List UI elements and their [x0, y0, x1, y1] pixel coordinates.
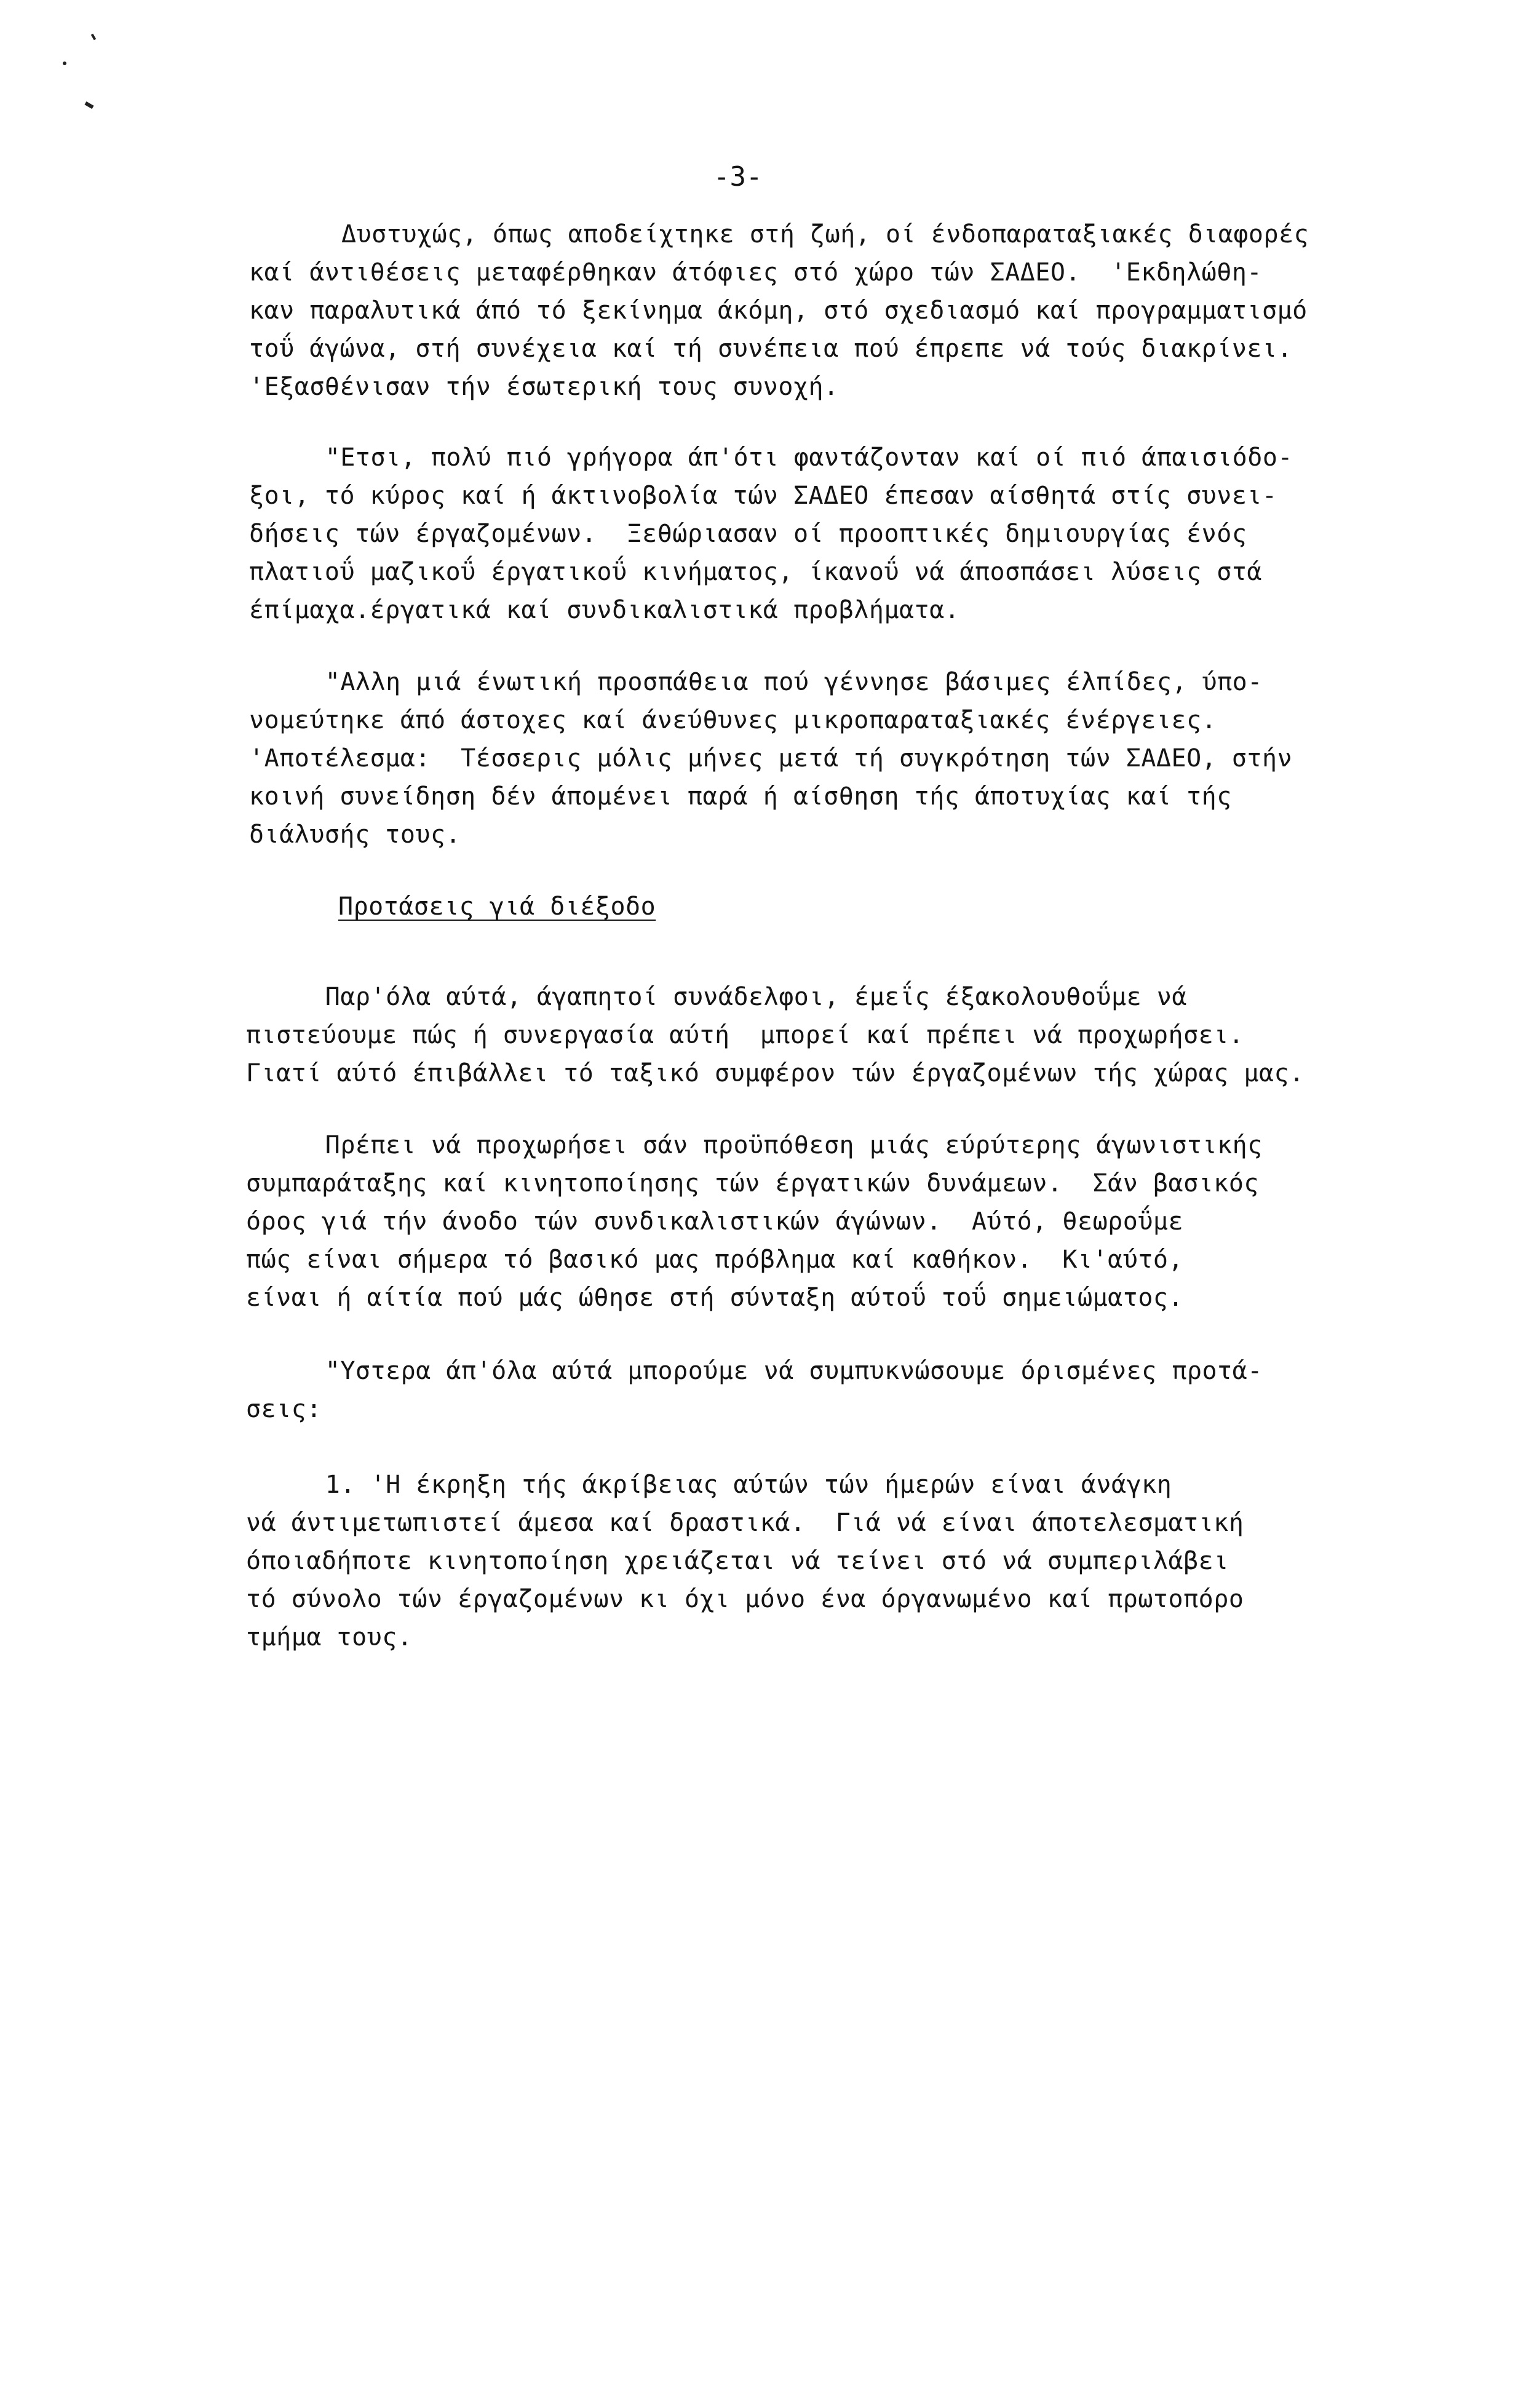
scan-mark: [91, 34, 96, 41]
text-line: δήσεις τών έργαζομένων. Ξεθώριασαν οί προοπτικές δημιουργίας ένός: [249, 520, 1247, 548]
text-line: πιστεύουμε πώς ή συνεργασία αύτή μπορεί καί πρέπει νά προχωρήσει.: [246, 1021, 1244, 1049]
text-line: είναι ή αίτία πού μάς ώθησε στή σύνταξη αύτοΰ τοΰ σημειώματος.: [246, 1284, 1184, 1312]
text-line: κοινή συνείδηση δέν άπομένει παρά ή αίσθηση τής άποτυχίας καί τής: [249, 782, 1232, 811]
text-line: όποιαδήποτε κινητοποίηση χρειάζεται νά τείνει στό νά συμπεριλάβει: [246, 1547, 1229, 1575]
text-line: νά άντιμετωπιστεί άμεσα καί δραστικά. Γιά νά είναι άποτελεσματική: [246, 1509, 1244, 1537]
text-line: ξοι, τό κύρος καί ή άκτινοβολία τών ΣΑΔΕΟ έπεσαν αίσθητά στίς συνει-: [249, 482, 1277, 510]
text-line: "Υστερα άπ'όλα αύτά μπορούμε νά συμπυκνώσουμε όρισμένες προτά-: [280, 1357, 1263, 1385]
text-line: τμήμα τους.: [246, 1623, 413, 1651]
page-number: -3-: [713, 161, 763, 193]
text-line: τό σύνολο τών έργαζομένων κι όχι μόνο ένα όργανωμένο καί πρωτοπόρο: [246, 1585, 1244, 1613]
text-line: "Ετσι, πολύ πιό γρήγορα άπ'ότι φαντάζονταν καί οί πιό άπαισιόδο-: [280, 443, 1293, 472]
text-line: Δυστυχώς, όπως αποδείχτηκε στή ζωή, οί ένδοπαραταξιακές διαφορές: [341, 220, 1309, 248]
text-line: πώς είναι σήμερα τό βασικό μας πρόβλημα καί καθήκον. Κι'αύτό,: [246, 1246, 1184, 1274]
scan-mark: [63, 62, 66, 65]
text-line: 'Αποτέλεσμα: Τέσσερις μόλις μήνες μετά τή συγκρότηση τών ΣΑΔΕΟ, στήν: [249, 744, 1293, 773]
scan-mark: [84, 101, 93, 109]
text-line: έπίμαχα.έργατικά καί συνδικαλιστικά προβλήματα.: [249, 596, 960, 624]
text-line: όρος γιά τήν άνοδο τών συνδικαλιστικών άγώνων. Αύτό, θεωροΰμε: [246, 1207, 1184, 1236]
text-line: Γιατί αύτό έπιβάλλει τό ταξικό συμφέρον τών έργαζομένων τής χώρας μας.: [246, 1059, 1305, 1087]
text-line: Πρέπει νά προχωρήσει σάν προϋπόθεση μιάς εύρύτερης άγωνιστικής: [280, 1131, 1263, 1159]
text-line: διάλυσής τους.: [249, 821, 461, 849]
text-line: νομεύτηκε άπό άστοχες καί άνεύθυνες μικροπαραταξιακές ένέργειες.: [249, 706, 1217, 734]
text-line: καί άντιθέσεις μεταφέρθηκαν άτόφιες στό χώρο τών ΣΑΔΕΟ. 'Εκδηλώθη-: [249, 258, 1262, 287]
text-line: καν παραλυτικά άπό τό ξεκίνημα άκόμη, στό σχεδιασμό καί προγραμματισμό: [249, 296, 1308, 325]
section-heading: Προτάσεις γιά διέξοδο: [338, 892, 656, 921]
text-line: συμπαράταξης καί κινητοποίησης τών έργατικών δυνάμεων. Σάν βασικός: [246, 1169, 1259, 1198]
text-line: πλατιοΰ μαζικοΰ έργατικοΰ κινήματος, ίκανοΰ νά άποσπάσει λύσεις στά: [249, 558, 1262, 586]
text-line: τοΰ άγώνα, στή συνέχεια καί τή συνέπεια πού έπρεπε νά τούς διακρίνει.: [249, 335, 1293, 363]
text-line: 1. 'Η έκρηξη τής άκρίβειας αύτών τών ήμερών είναι άνάγκη: [280, 1471, 1172, 1499]
text-line: Παρ'όλα αύτά, άγαπητοί συνάδελφοι, έμεΐς έξακολουθοΰμε νά: [280, 983, 1187, 1011]
text-line: σεις:: [246, 1395, 322, 1423]
text-line: "Αλλη μιά ένωτική προσπάθεια πού γέννησε βάσιμες έλπίδες, ύπο-: [280, 668, 1263, 696]
text-line: 'Εξασθένισαν τήν έσωτερική τους συνοχή.: [249, 373, 839, 401]
